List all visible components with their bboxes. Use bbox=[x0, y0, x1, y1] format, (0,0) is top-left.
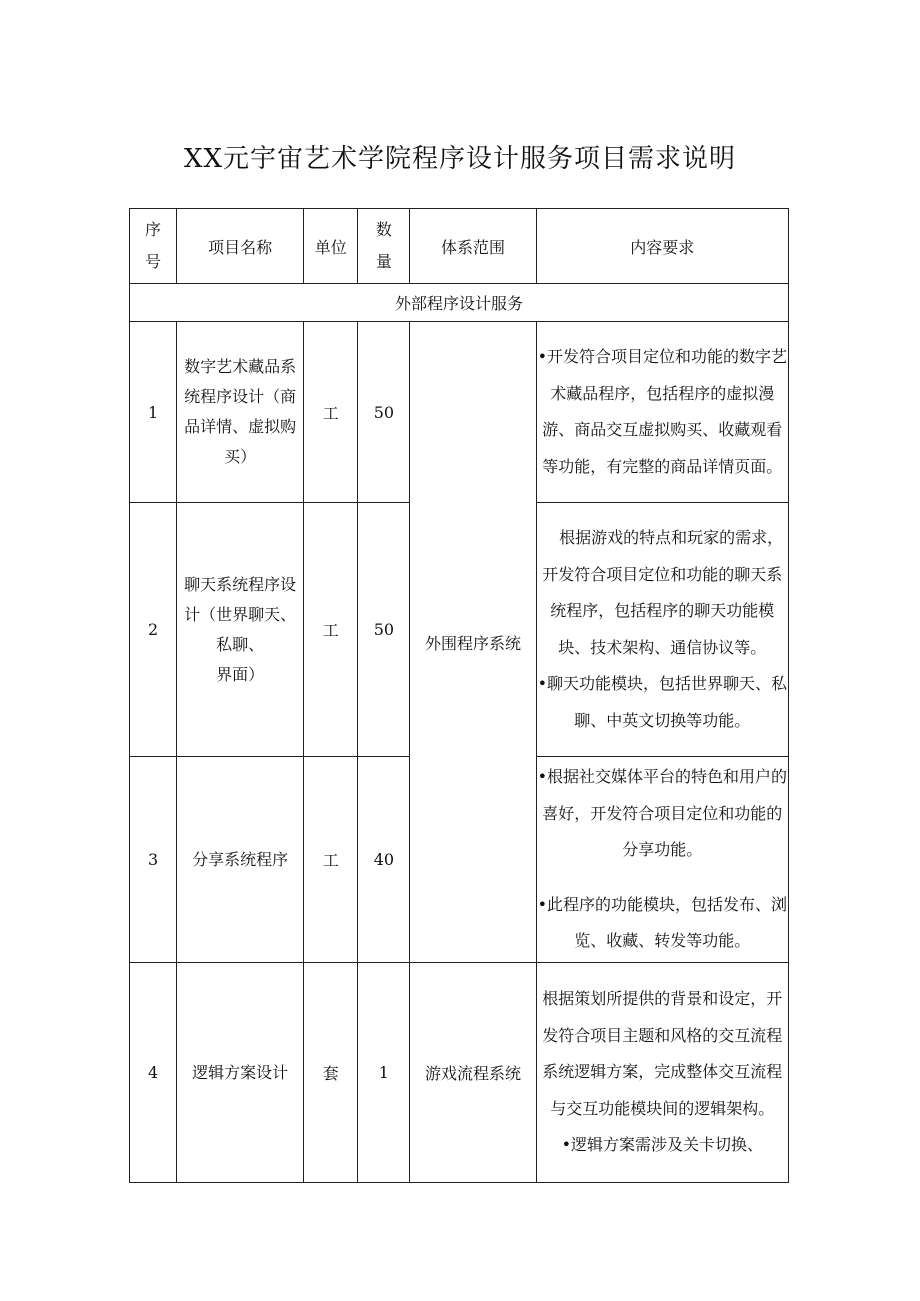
header-qty: 数 量 bbox=[358, 209, 410, 284]
row-unit: 工 bbox=[304, 322, 358, 503]
row-name: 数字艺术藏品系 统程序设计（商 品详情、虚拟购 买） bbox=[177, 322, 304, 503]
row-scope: 游戏流程系统 bbox=[410, 963, 536, 1183]
row-no: 4 bbox=[130, 963, 177, 1183]
requirements-table bbox=[129, 208, 789, 1183]
row-unit: 套 bbox=[304, 963, 358, 1183]
row-scope: 外围程序系统 bbox=[410, 322, 536, 963]
document-title: XX元宇宙艺术学院程序设计服务项目需求说明 bbox=[183, 144, 737, 174]
row-qty: 50 bbox=[358, 503, 410, 757]
header-requirements: 内容要求 bbox=[536, 209, 788, 284]
row-qty: 50 bbox=[358, 322, 410, 503]
row-unit: 工 bbox=[304, 757, 358, 963]
row-unit: 工 bbox=[304, 503, 358, 757]
row-name: 逻辑方案设计 bbox=[177, 963, 304, 1183]
header-name: 项目名称 bbox=[177, 209, 304, 284]
table-row bbox=[130, 963, 789, 1183]
row-no: 3 bbox=[130, 757, 177, 963]
row-requirements: •开发符合项目定位和功能的数字艺术藏品程序，包括程序的虚拟漫游、商品交互虚拟购买、收藏观看等功能，有完整的商品详情页面。 bbox=[536, 322, 788, 503]
header-unit: 单位 bbox=[304, 209, 358, 284]
table-row bbox=[130, 322, 789, 503]
section-label: 外部程序设计服务 bbox=[130, 284, 789, 322]
table-header-row bbox=[130, 209, 789, 284]
header-no: 序 号 bbox=[130, 209, 177, 284]
row-requirements: 根据游戏的特点和玩家的需求，开发符合项目定位和功能的聊天系统程序，包括程序的聊天功能模块、技术架构、通信协议等。 •聊天功能模块，包括世界聊天、私聊、中英文切换等功能。 bbox=[536, 503, 788, 757]
row-qty: 40 bbox=[358, 757, 410, 963]
row-requirements: •根据社交媒体平台的特色和用户的喜好，开发符合项目定位和功能的分享功能。 •此程序的功能模块，包括发布、浏览、收藏、转发等功能。 bbox=[536, 757, 788, 963]
header-scope: 体系范围 bbox=[410, 209, 536, 284]
row-no: 2 bbox=[130, 503, 177, 757]
row-name: 分享系统程序 bbox=[177, 757, 304, 963]
section-row bbox=[130, 284, 789, 322]
row-requirements: 根据策划所提供的背景和设定，开发符合项目主题和风格的交互流程系统逻辑方案，完成整体交互流程与交互功能模块间的逻辑架构。 •逻辑方案需涉及关卡切换、 bbox=[536, 963, 788, 1183]
row-qty: 1 bbox=[358, 963, 410, 1183]
row-no: 1 bbox=[130, 322, 177, 503]
row-name: 聊天系统程序设 计（世界聊天、 私聊、 界面） bbox=[177, 503, 304, 757]
